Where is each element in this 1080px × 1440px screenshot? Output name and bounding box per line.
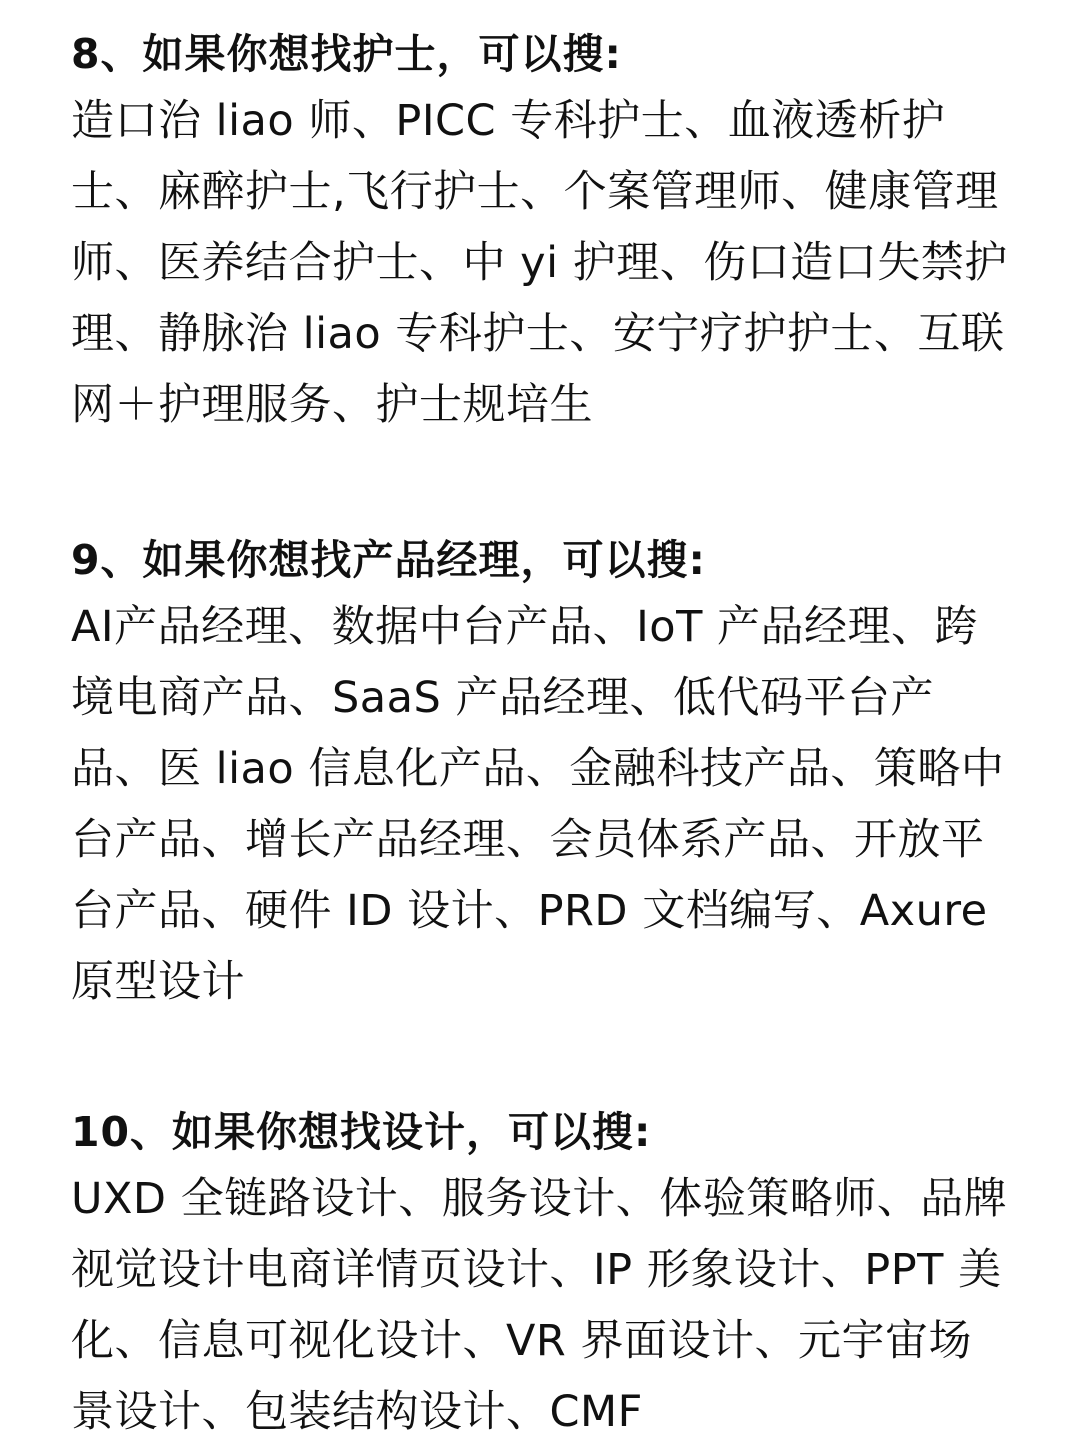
section-body: 造口治 liao 师、PICC 专科护士、血液透析护士、麻醉护士,飞行护士、个案管理师、健康管理师、医养结合护士、中 yi 护理、伤口造口失禁护理、静脉治 liao 专科护士、安宁疗护护士、互联网＋护理服务、护士规培生	[71, 96, 1008, 430]
section-body: UXD 全链路设计、服务设计、体验策略师、品牌视觉设计电商详情页设计、IP 形象设计、PPT 美化、信息可视化设计、VR 界面设计、元宇宙场景设计、包装结构设计、CMF	[71, 1174, 1008, 1437]
section-body: AI产品经理、数据中台产品、IoT 产品经理、跨境电商产品、SaaS 产品经理、低代码平台产品、医 liao 信息化产品、金融科技产品、策略中台产品、增长产品经理、会员体系产品、开放平台产品、硬件 ID 设计、PRD 文档编写、Axure 原型设计	[71, 602, 1005, 1007]
section-nurse	[71, 22, 1011, 441]
section-product-manager	[71, 528, 1011, 1018]
section-heading: 8、如果你想找护士，可以搜:	[71, 30, 622, 78]
section-design	[71, 1100, 1011, 1440]
section-heading: 10、如果你想找设计，可以搜:	[71, 1108, 652, 1156]
section-heading: 9、如果你想找产品经理，可以搜:	[71, 536, 706, 584]
